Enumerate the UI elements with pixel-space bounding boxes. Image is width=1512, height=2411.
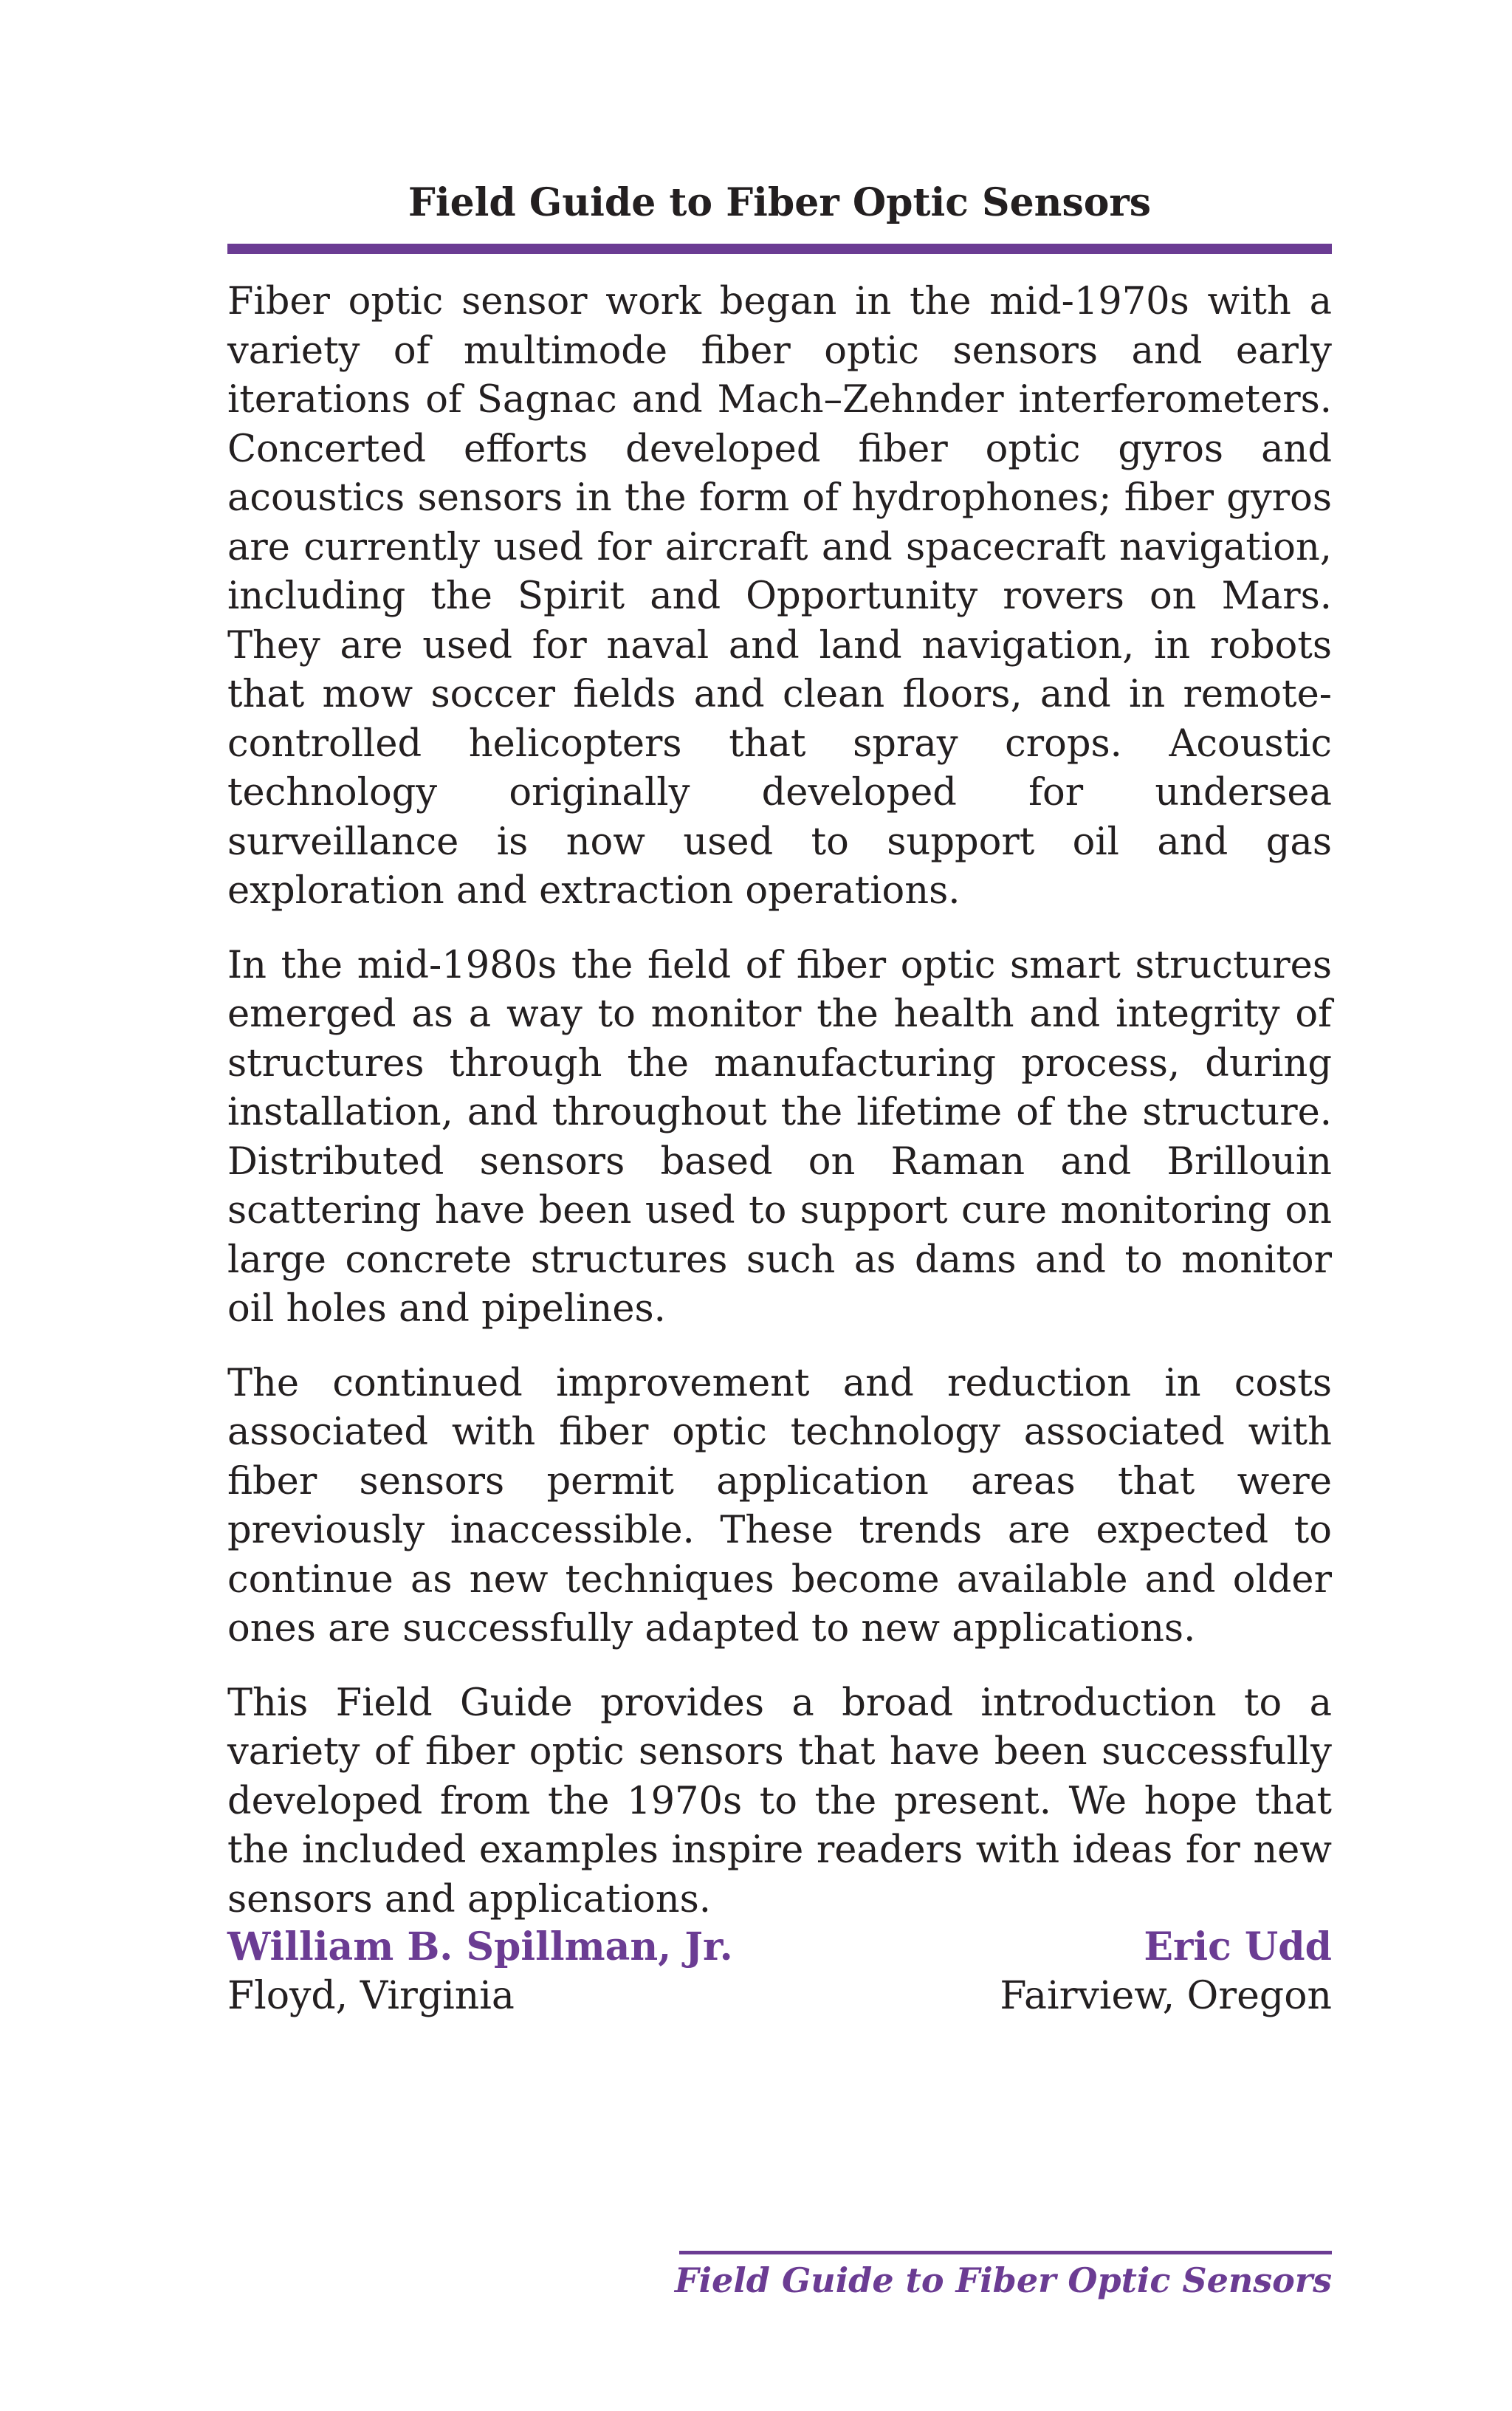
- header-rule: [227, 244, 1332, 254]
- author-left-place: Floyd, Virginia: [227, 1974, 515, 2018]
- author-left-name: William B. Spillman, Jr.: [227, 1924, 733, 1969]
- author-right-name: Eric Udd: [1144, 1924, 1332, 1969]
- author-signatures: [227, 1923, 1332, 2020]
- author-right: [1000, 1923, 1332, 2020]
- page-header-title: Field Guide to Fiber Optic Sensors: [408, 180, 1152, 225]
- author-right-place: Fairview, Oregon: [1000, 1974, 1332, 2018]
- preface-body: [227, 278, 1332, 1949]
- author-left: [227, 1923, 733, 2020]
- page-footer-title: Field Guide to Fiber Optic Sensors: [674, 2260, 1332, 2300]
- paragraph-3: The continued improvement and reduction in costs associated with fiber optic technology associated with fiber sensors permit application areas that were previously inaccessible. These trends are expected to continue as new techniques become available and older ones are successfully adapted to new applications.: [227, 1361, 1332, 1650]
- footer-rule: [679, 2251, 1332, 2254]
- paragraph-2: In the mid-1980s the field of fiber optic smart structures emerged as a way to monitor the health and integrity of structures through the manufacturing process, during installation, and throughout the lifetime of the structure. Distributed sensors based on Raman and Brillouin scattering have been used to support cure monitoring on large concrete structures such as dams and to monitor oil holes and pipelines.: [227, 943, 1332, 1331]
- paragraph-1: Fiber optic sensor work began in the mid-1970s with a variety of multimode fiber optic sensors and early iterations of Sagnac and Mach–Zehnder interferometers. Concerted efforts developed fiber optic gyros and acoustics sensors in the form of hydrophones; fiber gyros are currently used for aircraft and spacecraft navigation, including the Spirit and Opportunity rovers on Mars. They are used for naval and land navigation, in robots that mow soccer fields and clean floors, and in remote-controlled helicopters that spray crops. Acoustic technology originally developed for undersea surveillance is now used to support oil and gas exploration and extraction operations.: [227, 280, 1332, 913]
- paragraph-4: This Field Guide provides a broad introduction to a variety of fiber optic sensors that have been successfully developed from the 1970s to the present. We hope that the included examples inspire readers with ideas for new sensors and applications.: [227, 1681, 1332, 1921]
